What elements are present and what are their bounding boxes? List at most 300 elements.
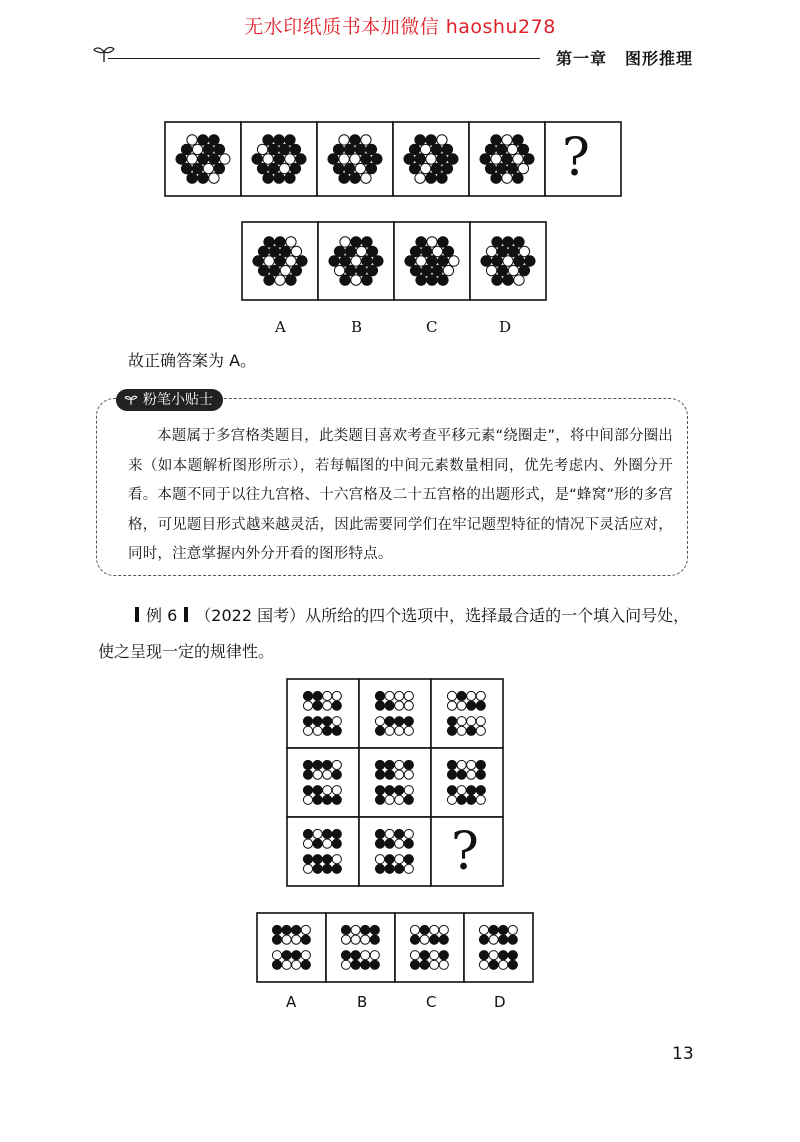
grid-dot (332, 760, 341, 769)
grid-dot (375, 770, 384, 779)
grid-dot (323, 717, 332, 726)
grid-dot (385, 717, 394, 726)
hex-dot (351, 256, 361, 266)
hex-dot (279, 144, 289, 154)
hex-dot (350, 135, 360, 145)
grid-dot (385, 855, 394, 864)
grid-dot (476, 795, 485, 804)
grid-dot (404, 760, 413, 769)
grid-dot (457, 795, 466, 804)
grid-dot (301, 925, 310, 934)
grid-dot (395, 726, 404, 735)
grid-dot (457, 760, 466, 769)
grid-dot (404, 770, 413, 779)
grid-dot (499, 960, 508, 969)
grid-dot (420, 951, 429, 960)
hex-dot (264, 275, 274, 285)
grid-dot (404, 839, 413, 848)
hex-dot (420, 144, 430, 154)
grid-dot (447, 795, 456, 804)
hex-dot (361, 135, 371, 145)
grid-dot (272, 935, 281, 944)
grid-dot (404, 691, 413, 700)
hex-dot (438, 237, 448, 247)
grid-dot (467, 795, 476, 804)
hex-dot (508, 265, 518, 275)
grid-dot (447, 786, 456, 795)
hex-dot (334, 265, 344, 275)
puzzle1-option-row (242, 222, 546, 300)
grid-dot (476, 770, 485, 779)
hex-dot (264, 237, 274, 247)
hex-dot (280, 265, 290, 275)
grid-dot (447, 717, 456, 726)
grid-dot (375, 760, 384, 769)
hex-dot (519, 265, 529, 275)
grid-dot (361, 935, 370, 944)
hex-dot (518, 163, 528, 173)
grid-dot (395, 701, 404, 710)
grid-dot (457, 786, 466, 795)
hex-dot (279, 163, 289, 173)
grid-dot (385, 770, 394, 779)
hex-dot (514, 237, 524, 247)
hex-dot (442, 163, 452, 173)
grid-dot (430, 951, 439, 960)
grid-dot (430, 960, 439, 969)
hex-dot (497, 246, 507, 256)
hex-dot (485, 144, 495, 154)
hex-dot (496, 163, 506, 173)
puzzle6-cell (359, 679, 431, 748)
hex-dot (367, 246, 377, 256)
grid-dot (395, 855, 404, 864)
grid-dot (332, 691, 341, 700)
grid-dot (361, 925, 370, 934)
hex-dot (448, 154, 458, 164)
grid-dot (404, 701, 413, 710)
grid-dot (332, 855, 341, 864)
hex-dot (253, 256, 263, 266)
grid-dot (341, 935, 350, 944)
hex-dot (427, 256, 437, 266)
grid-dot (410, 925, 419, 934)
hex-dot (345, 265, 355, 275)
grid-dot (447, 760, 456, 769)
grid-dot (313, 839, 322, 848)
grid-dot (385, 829, 394, 838)
hex-dot (187, 135, 197, 145)
hex-dot (404, 154, 414, 164)
hex-dot (415, 154, 425, 164)
grid-dot (508, 960, 517, 969)
tip-badge (116, 389, 223, 411)
grid-dot (332, 786, 341, 795)
grid-dot (375, 691, 384, 700)
hex-dot (415, 173, 425, 183)
puzzle1-option-b-label: B (351, 318, 363, 336)
grid-dot (375, 726, 384, 735)
hex-dot (350, 173, 360, 183)
hex-dot (432, 246, 442, 256)
hex-dot (426, 173, 436, 183)
grid-dot (508, 935, 517, 944)
hex-dot (356, 246, 366, 256)
hex-dot (503, 237, 513, 247)
grid-dot (313, 770, 322, 779)
grid-dot (303, 691, 312, 700)
question6-label: 例 6 (146, 606, 178, 625)
grid-dot (420, 960, 429, 969)
hex-dot (421, 246, 431, 256)
puzzle6-cell (287, 679, 359, 748)
grid-dot (457, 691, 466, 700)
puzzle6-option-a-label: A (286, 993, 297, 1011)
grid-dot (303, 701, 312, 710)
grid-dot (395, 864, 404, 873)
grid-dot (301, 935, 310, 944)
grid-dot (332, 726, 341, 735)
grid-dot (447, 770, 456, 779)
grid-dot (332, 717, 341, 726)
hex-dot (491, 154, 501, 164)
grid-dot (375, 701, 384, 710)
hex-dot (257, 163, 267, 173)
hex-dot (350, 154, 360, 164)
grid-dot (313, 717, 322, 726)
hex-dot (339, 173, 349, 183)
hex-dot (416, 275, 426, 285)
hex-dot (416, 256, 426, 266)
hex-dot (258, 246, 268, 256)
hex-dot (442, 144, 452, 154)
hex-dot (492, 256, 502, 266)
hex-dot (340, 256, 350, 266)
hex-dot (329, 256, 339, 266)
grid-dot (301, 951, 310, 960)
grid-dot (341, 951, 350, 960)
hex-dot (214, 163, 224, 173)
hex-dot (328, 154, 338, 164)
hex-dot (339, 135, 349, 145)
puzzle6-option-cell (257, 913, 326, 982)
grid-dot (282, 925, 291, 934)
hex-dot (410, 265, 420, 275)
grid-dot (395, 717, 404, 726)
grid-dot (385, 726, 394, 735)
grid-dot (332, 829, 341, 838)
grid-dot (313, 701, 322, 710)
hex-dot (524, 154, 534, 164)
grid-dot (476, 717, 485, 726)
grid-dot (499, 925, 508, 934)
hex-dot (366, 144, 376, 154)
hex-dot (373, 256, 383, 266)
hex-dot (438, 275, 448, 285)
hex-dot (198, 173, 208, 183)
grid-dot (323, 839, 332, 848)
hex-dot (492, 237, 502, 247)
grid-dot (439, 951, 448, 960)
grid-dot (375, 829, 384, 838)
hex-dot (449, 256, 459, 266)
hex-dot (426, 154, 436, 164)
hex-dot (274, 173, 284, 183)
grid-dot (272, 951, 281, 960)
hex-dot (209, 154, 219, 164)
grid-dot (447, 691, 456, 700)
hex-dot (497, 265, 507, 275)
hex-dot (362, 275, 372, 285)
hex-dot (502, 154, 512, 164)
tip-body: 本题属于多宫格类题目，此类题目喜欢考查平移元素“绕圈走”，将中间部分圈出来（如本题解析图形所示），若每幅图的中间元素数量相同，优先考虑内、外圈分开看。本题不同于以往九宫格、十六宫格及二十五宫格的出题形式，是“蜂窝”形的多宫格，可见题目形式越来越灵活，因此需要同学们在牢记题型特征的情况下灵活应对，同时，注意掌握内外分开看的图形特点。 (128, 428, 673, 562)
grid-dot (375, 864, 384, 873)
hex-dot (438, 256, 448, 266)
grid-dot (385, 760, 394, 769)
grid-dot (323, 726, 332, 735)
grid-dot (385, 701, 394, 710)
hex-dot (415, 135, 425, 145)
grid-dot (303, 839, 312, 848)
grid-dot (439, 935, 448, 944)
grid-dot (395, 760, 404, 769)
grid-dot (447, 701, 456, 710)
grid-dot (323, 855, 332, 864)
answer-statement: 故正确答案为 A。 (128, 351, 257, 370)
puzzle1-stem-row (165, 122, 621, 196)
puzzle6-cell (431, 748, 503, 817)
hex-dot (518, 144, 528, 154)
grid-dot (476, 701, 485, 710)
grid-dot (292, 960, 301, 969)
grid-dot (467, 786, 476, 795)
grid-dot (489, 960, 498, 969)
grid-dot (323, 760, 332, 769)
grid-dot (303, 855, 312, 864)
grid-dot (292, 935, 301, 944)
hex-dot (421, 265, 431, 275)
hex-dot (268, 163, 278, 173)
hex-dot (268, 144, 278, 154)
grid-dot (467, 701, 476, 710)
hex-dot (275, 275, 285, 285)
hex-dot (437, 154, 447, 164)
question6-text-line1: 从所给的四个选项中，选择最合适的一个填入问号处， (305, 606, 690, 625)
hex-dot (480, 154, 490, 164)
grid-dot (385, 795, 394, 804)
hex-dot (334, 246, 344, 256)
grid-dot (499, 951, 508, 960)
hex-dot (492, 275, 502, 285)
hex-dot (192, 163, 202, 173)
puzzle1-option-a-label: A (275, 318, 286, 336)
hex-dot (366, 163, 376, 173)
grid-dot (404, 795, 413, 804)
watermark-text: 无水印纸质书本加微信 haoshu278 (244, 16, 556, 38)
puzzle6-option-c-label: C (426, 993, 437, 1011)
hex-dot (339, 154, 349, 164)
puzzle6-cell (287, 748, 359, 817)
puzzle6-cell (359, 748, 431, 817)
grid-dot (476, 786, 485, 795)
grid-dot (292, 951, 301, 960)
hex-dot (187, 173, 197, 183)
puzzle6-option-cell (464, 913, 533, 982)
hex-dot (507, 144, 517, 154)
grid-dot (282, 951, 291, 960)
grid-dot (395, 691, 404, 700)
grid-dot (457, 726, 466, 735)
puzzle6-cell (287, 817, 359, 886)
grid-dot (404, 786, 413, 795)
grid-dot (385, 839, 394, 848)
hex-dot (214, 144, 224, 154)
hex-dot (203, 144, 213, 154)
hex-dot (285, 173, 295, 183)
grid-dot (489, 935, 498, 944)
hex-dot (432, 265, 442, 275)
hex-dot (513, 135, 523, 145)
hex-dot (274, 135, 284, 145)
grid-dot (303, 717, 312, 726)
grid-dot (332, 701, 341, 710)
grid-dot (292, 925, 301, 934)
hex-dot (198, 135, 208, 145)
puzzle6-cell (431, 679, 503, 748)
hex-dot (420, 163, 430, 173)
hex-dot (351, 237, 361, 247)
hex-dot (198, 154, 208, 164)
grid-dot (323, 770, 332, 779)
grid-dot (323, 864, 332, 873)
grid-dot (395, 829, 404, 838)
grid-dot (313, 760, 322, 769)
hex-dot (508, 246, 518, 256)
grid-dot (313, 829, 322, 838)
grid-dot (467, 760, 476, 769)
grid-dot (303, 770, 312, 779)
grid-dot (457, 770, 466, 779)
hex-dot (275, 256, 285, 266)
grid-dot (439, 925, 448, 934)
hex-dot (203, 163, 213, 173)
hex-dot (496, 144, 506, 154)
hex-dot (263, 173, 273, 183)
hex-dot (481, 256, 491, 266)
grid-dot (404, 726, 413, 735)
hex-dot (285, 135, 295, 145)
grid-dot (508, 951, 517, 960)
grid-dot (301, 960, 310, 969)
hex-dot (443, 246, 453, 256)
hex-dot (525, 256, 535, 266)
hex-dot (209, 135, 219, 145)
hex-dot (291, 265, 301, 275)
hex-dot (257, 144, 267, 154)
puzzle6-option-b-label: B (357, 993, 368, 1011)
grid-dot (395, 839, 404, 848)
grid-dot (323, 795, 332, 804)
grid-dot (457, 717, 466, 726)
grid-dot (499, 935, 508, 944)
grid-dot (404, 855, 413, 864)
grid-dot (489, 925, 498, 934)
grid-dot (395, 786, 404, 795)
grid-dot (313, 786, 322, 795)
puzzle1-option-c-label: C (426, 318, 438, 336)
question6-heading (128, 603, 689, 626)
hex-dot (333, 144, 343, 154)
chapter-title: 图形推理 (625, 49, 694, 68)
hex-dot (491, 135, 501, 145)
grid-dot (370, 935, 379, 944)
hex-dot (286, 256, 296, 266)
grid-dot (479, 925, 488, 934)
grid-dot (476, 760, 485, 769)
hex-dot (362, 237, 372, 247)
hex-dot (437, 135, 447, 145)
hex-dot (269, 246, 279, 256)
grid-dot (479, 951, 488, 960)
puzzle6-question-mark: ? (451, 822, 479, 882)
hex-dot (443, 265, 453, 275)
puzzle1-question-mark: ? (562, 128, 590, 188)
hex-dot (519, 246, 529, 256)
grid-dot (332, 770, 341, 779)
grid-dot (410, 935, 419, 944)
grid-dot (370, 951, 379, 960)
hex-dot (486, 265, 496, 275)
hex-dot (431, 144, 441, 154)
hex-dot (344, 163, 354, 173)
hex-dot (361, 173, 371, 183)
hex-dot (503, 256, 513, 266)
grid-dot (479, 960, 488, 969)
hex-dot (486, 246, 496, 256)
grid-dot (361, 960, 370, 969)
hex-dot (340, 237, 350, 247)
hex-dot (409, 144, 419, 154)
grid-dot (332, 839, 341, 848)
grid-dot (476, 726, 485, 735)
hex-dot (290, 163, 300, 173)
hex-dot (513, 173, 523, 183)
hex-dot (209, 173, 219, 183)
grid-dot (385, 786, 394, 795)
grid-dot (272, 960, 281, 969)
grid-dot (351, 960, 360, 969)
hex-dot (367, 265, 377, 275)
hex-dot (355, 163, 365, 173)
grid-dot (351, 925, 360, 934)
hex-dot (192, 144, 202, 154)
hex-dot (181, 144, 191, 154)
hex-dot (291, 246, 301, 256)
hex-dot (437, 173, 447, 183)
grid-dot (420, 925, 429, 934)
grid-dot (303, 786, 312, 795)
grid-dot (323, 829, 332, 838)
grid-dot (467, 726, 476, 735)
hex-dot (264, 256, 274, 266)
hex-dot (513, 154, 523, 164)
grid-dot (351, 935, 360, 944)
hex-dot (345, 246, 355, 256)
grid-dot (404, 829, 413, 838)
puzzle6-option-d-label: D (494, 993, 506, 1011)
grid-dot (430, 935, 439, 944)
grid-dot (332, 864, 341, 873)
